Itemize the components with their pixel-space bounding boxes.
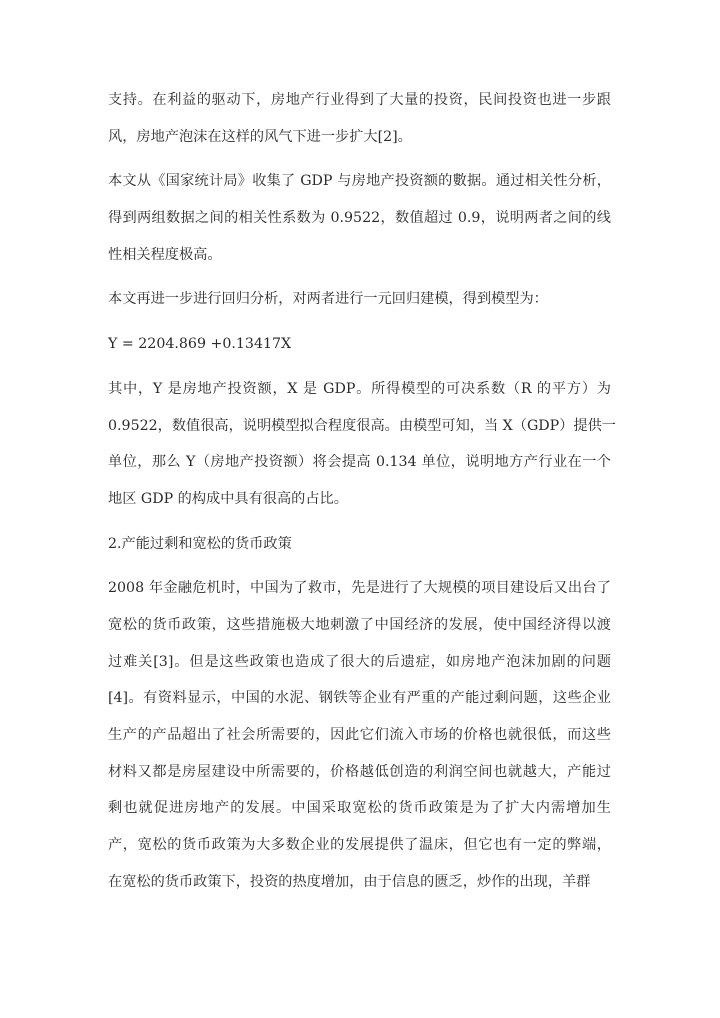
text-line: 得到两组数据之间的相关性系数为 0.9522，数值超过 0.9，说明两者之间的线 xyxy=(108,210,611,227)
p-model-explanation xyxy=(108,371,616,518)
text-line: 风，房地产泡沫在这样的风气下进一步扩大[2]。 xyxy=(108,128,412,145)
text-line: [4]。有资料显示，中国的水泥、钢铁等企业有严重的产能过剩问题，这些企业 xyxy=(108,690,611,707)
text-line: 0.9522，数值很高，说明模型拟合程度很高。由模型可知，当 X（GDP）提供一 xyxy=(108,417,616,434)
text-line: 其中，Y 是房地产投资额，X 是 GDP。所得模型的可决系数（R 的平方）为 xyxy=(108,380,611,397)
text-line: 地区 GDP 的构成中具有很高的占比。 xyxy=(108,490,348,507)
text-line: 剩也就促进房地产的发展。中国采取宽松的货币政策是为了扩大内需增加生 xyxy=(108,800,611,817)
text-line: 本文再进一步进行回归分析，对两者进行一元回归建模，得到模型为： xyxy=(108,291,548,308)
text-line: 本文从《国家统计局》收集了 GDP 与房地产投资额的數据。通过相关性分析， xyxy=(108,173,611,190)
text-line: 宽松的货币政策，这些措施极大地刺激了中国经济的发展，使中国经济得以渡 xyxy=(108,616,611,633)
p-regression-intro xyxy=(108,281,611,318)
p-equation xyxy=(108,326,611,363)
text-line: 支持。在利益的驱动下，房地产行业得到了大量的投资，民间投资也进一步跟 xyxy=(108,92,611,108)
p-bubble-expansion xyxy=(108,82,611,155)
text-line: Y = 2204.869 +0.13417X xyxy=(108,336,292,353)
text-line: 过难关[3]。但是这些政策也造成了很大的后遗症，如房地产泡沫加剧的问题 xyxy=(108,653,611,670)
text-line: 材料又都是房屋建设中所需要的，价格越低创造的利润空间也就越大，产能过 xyxy=(108,763,611,780)
text-line: 产，宽松的货币政策为大多数企业的发展提供了温床，但它也有一定的弊端， xyxy=(108,837,611,854)
document-body xyxy=(108,82,616,908)
text-line: 2008 年金融危机时，中国为了救市，先是进行了大规模的项目建设后又出台了 xyxy=(108,580,611,597)
text-line: 在宽松的货币政策下，投资的热度增加，由于信息的匮乏，炒作的出现，羊群 xyxy=(108,873,591,890)
section-heading-2 xyxy=(108,526,611,563)
text-line: 性相关程度极高。 xyxy=(108,246,222,263)
p-monetary-policy xyxy=(108,570,611,900)
text-line: 生产的产品超出了社会所需要的，因此它们流入市场的价格也就很低，而这些 xyxy=(108,727,611,743)
text-line: 单位，那么 Y（房地产投资额）将会提高 0.134 单位，说明地方产行业在一个 xyxy=(108,454,611,471)
p-correlation xyxy=(108,163,611,273)
text-line: 2.产能过剩和宽松的货币政策 xyxy=(108,535,292,552)
